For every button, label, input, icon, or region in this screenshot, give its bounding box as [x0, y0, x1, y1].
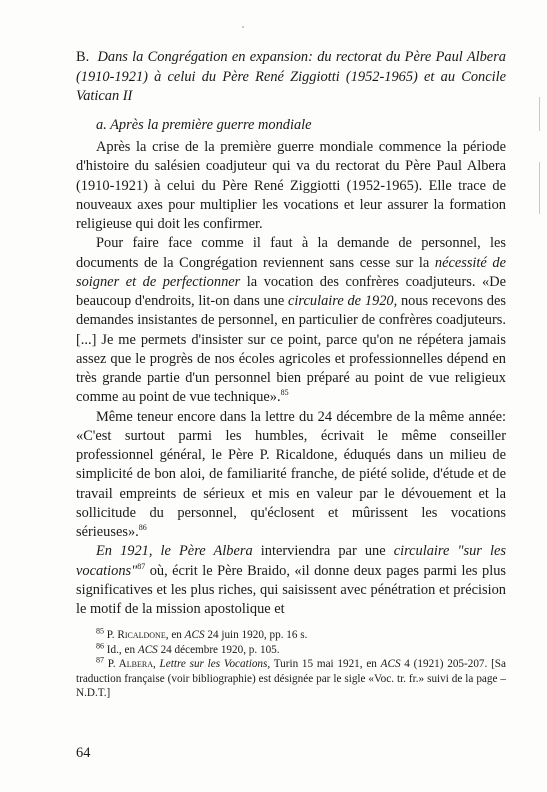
paragraph: Après la crise de la première guerre mondiale commence la période d'histoire du salésien coadjuteur qui va du rectorat du Père Paul Albera (1910-1921) à celui du Père René Ziggiotti (1952-1965). Elle trace de nouveaux axes pour multiplier les vocations et leur assurer la formation religieuse qui doit les confirmer. [76, 139, 506, 232]
paragraph: Même teneur encore dans la lettre du 24 décembre de la même année: «C'est surtout parmi les humbles, écrivait le même conseiller professionnel général, le Père P. Ricaldone, éduqués dans un milieu de simplicité de bon aloi, de familiarité franche, de piété solide, d'étude et de travail empreints de sérieux et mis en valeur par le dévouement et la sollicitude du personnel, qu'éclosent et mûrissent les vocations sérieuses».$^{86}$ [76, 408, 506, 540]
footnotes [76, 628, 506, 701]
margin-rule [539, 162, 540, 214]
section-title: Dans la Congrégation en expansion: du rectorat du Père Paul Albera (1910-1921) à celui du Père René Ziggiotti (1952-1965) et au Concile Vatican II [76, 49, 506, 104]
subsection-heading: a. Après la première guerre mondiale [96, 117, 312, 133]
body-text [76, 138, 506, 619]
footnote-ref[interactable]: 87 [137, 561, 146, 571]
section-marker: B. [76, 49, 90, 65]
footnote-86: $^{86}$ Id., en ACS 24 décembre 1920, p. 105. [96, 640, 280, 656]
margin-rule [539, 97, 540, 131]
footnote-ref[interactable]: 85 [280, 388, 289, 398]
paragraph: Pour faire face comme il faut à la demande de personnel, les documents de la Congrégation reviennent sans cesse sur la nécessité de soigner et de perfectionner la vocation des confrères coadjuteurs. «De beaucoup d'endroits, lit-on dans une circulaire de 1920, nous recevons des demandes insistantes de personnel, en particulier de confrères coadjuteurs. [...] Je me permets d'insister sur ce point, parce qu'on ne répétera jamais assez que le progrès de nos écoles agricoles et professionnelles dépend en très grande partie d'un personnel bien préparé au point de vue religieux comme au point de vue technique».$^{85}$ [76, 235, 506, 406]
speck-mark [242, 26, 244, 28]
section-heading [76, 48, 506, 107]
page-number: 64 [76, 745, 91, 761]
footnote-ref[interactable]: 86 [138, 523, 147, 533]
footnote-85: $^{85}$ P. Ricaldone, en ACS 24 juin 1920, pp. 16 s. [96, 626, 308, 641]
footnote-87: $^{87}$ P. Albera, Lettre sur les Vocations, Turin 15 mai 1921, en ACS 4 (1921) 205-207. [Sa traduction française (voir bibliographie) est désignée par le sigle «Voc. tr. fr.» suivi de la page – N.D.T.] [76, 655, 506, 699]
paragraph: En 1921, le Père Albera interviendra par une circulaire "sur les vocations"$^{87}$ où, écrit le Père Braido, «il donne deux pages parmi les plus significatives et les plus riches, qui saisissent avec pénétration et précision le motif de la mission apostolique et [76, 543, 506, 617]
